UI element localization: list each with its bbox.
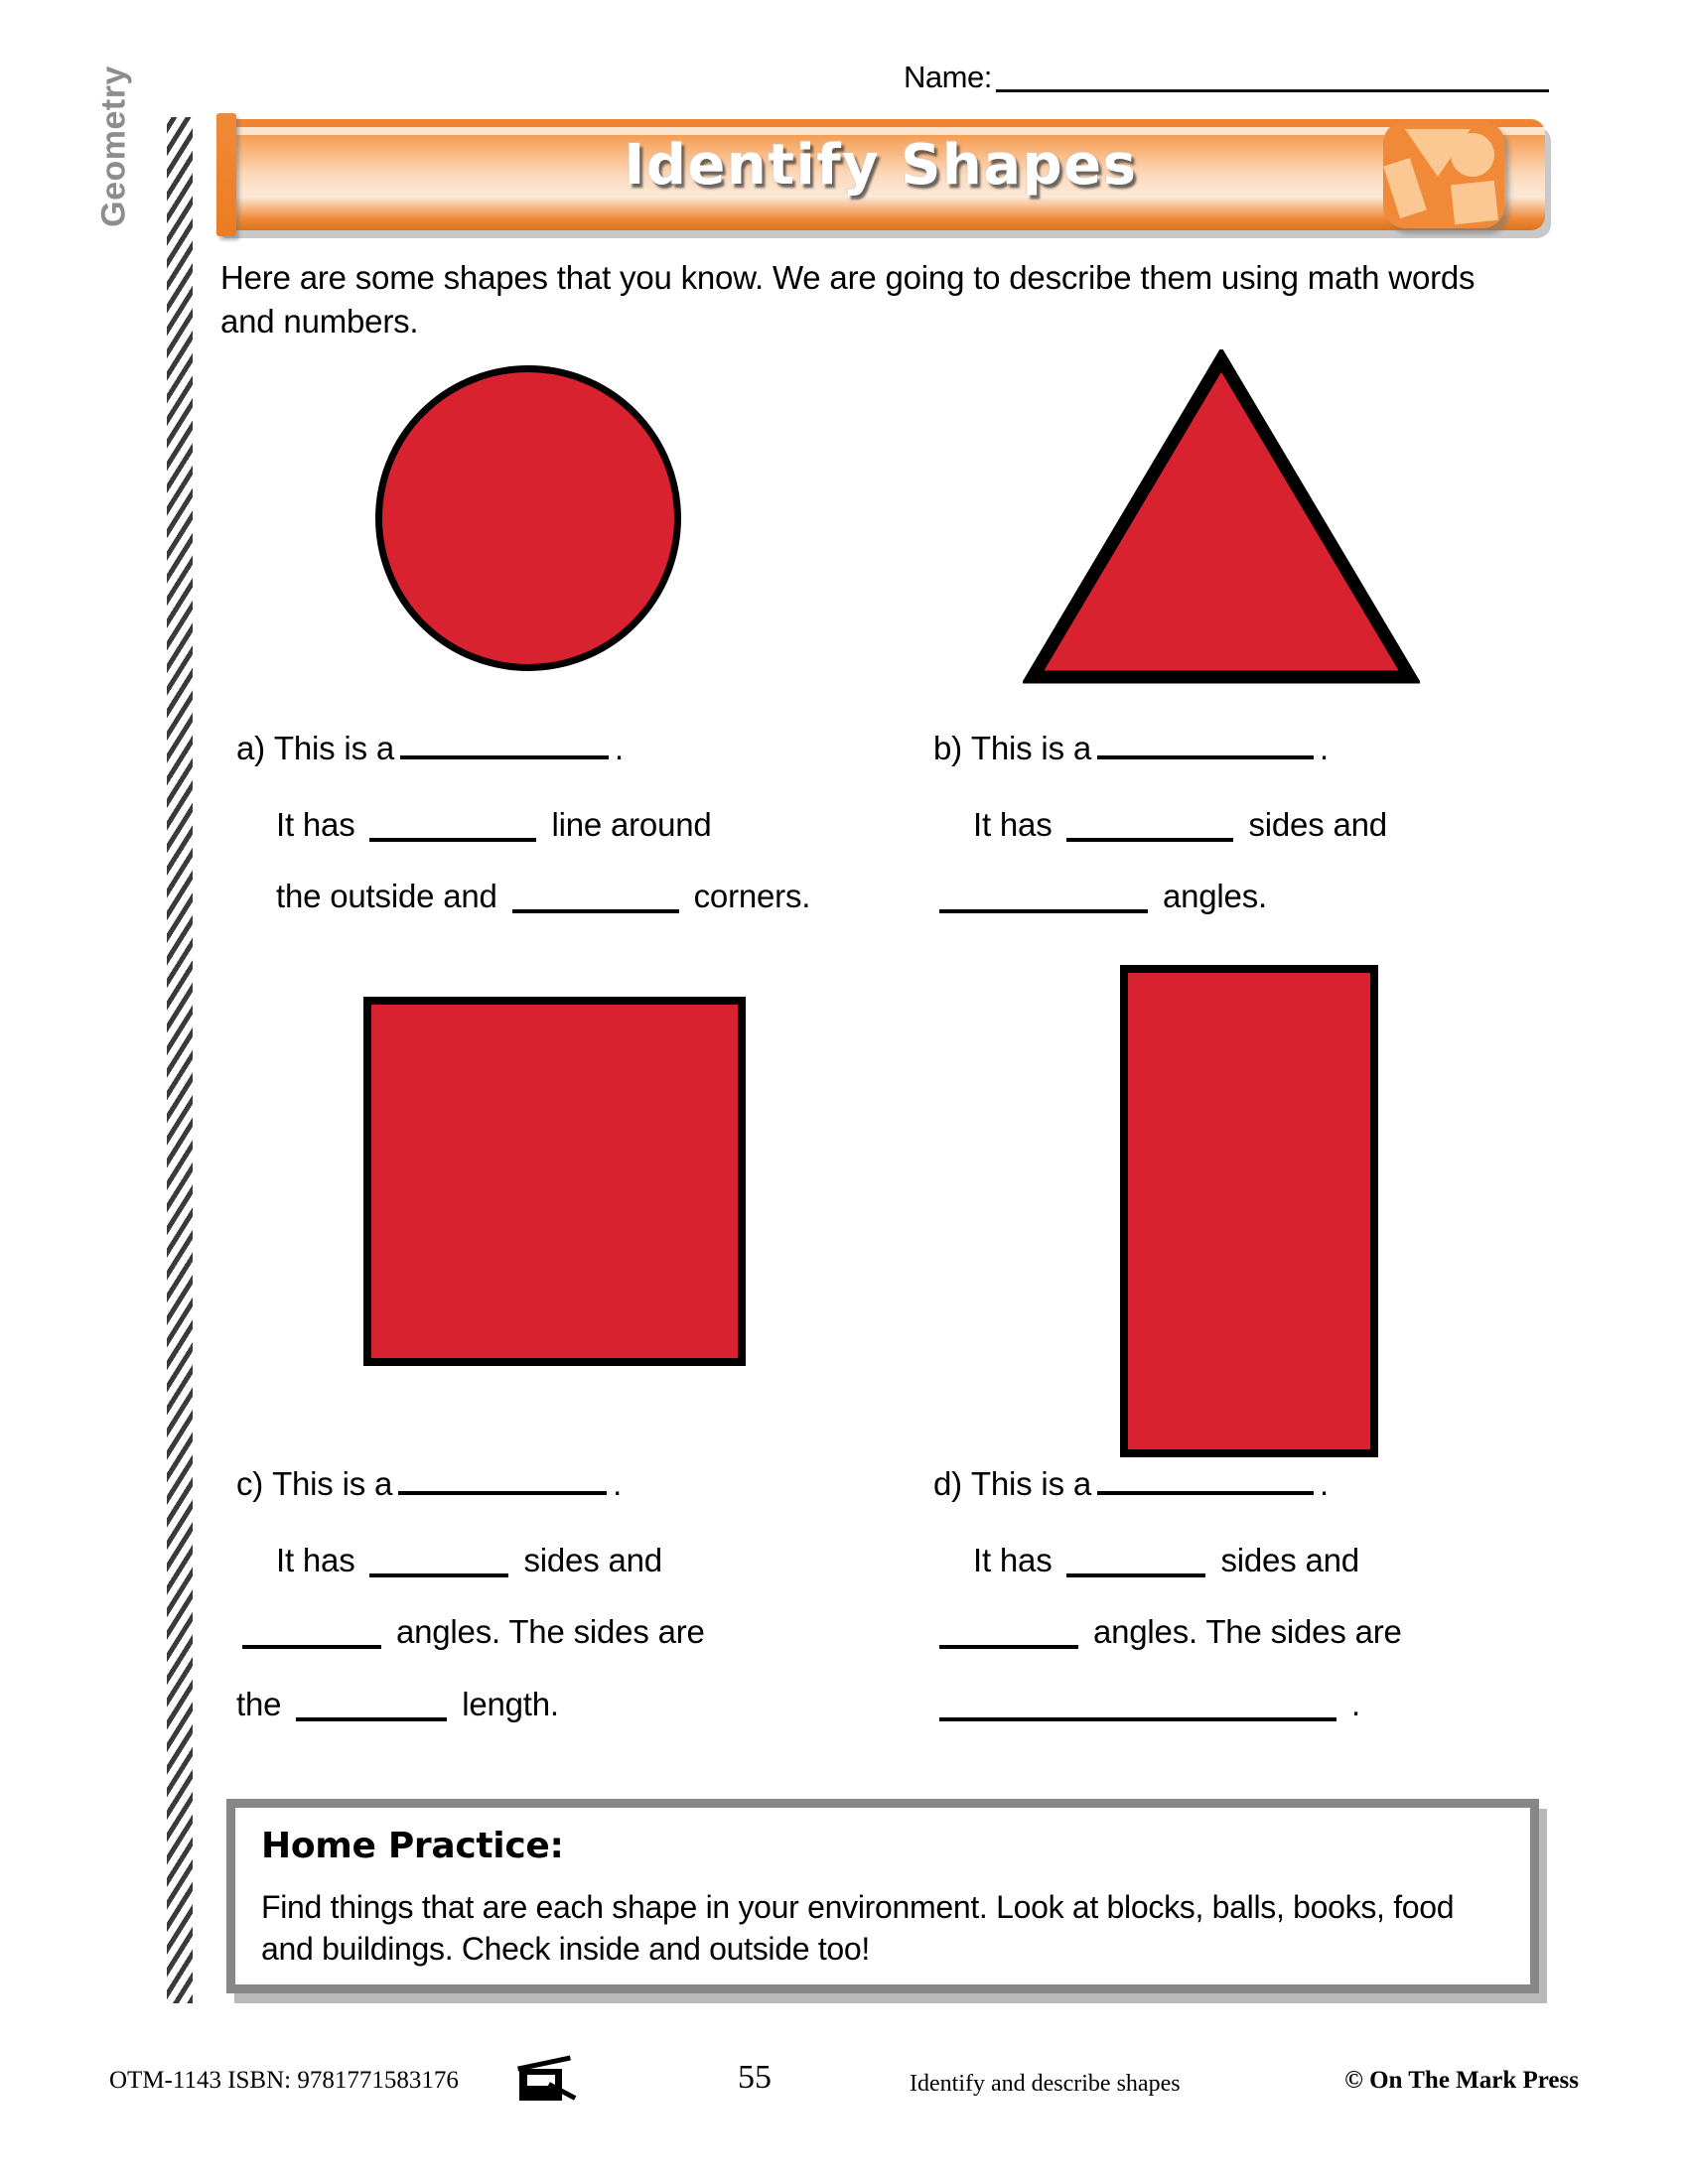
question-b-blank-sides[interactable] xyxy=(1066,812,1233,842)
question-a-blank-name[interactable] xyxy=(400,730,609,759)
red-circle-shape xyxy=(375,365,681,671)
question-a-line2-post: line around xyxy=(551,806,712,843)
name-field-row xyxy=(904,62,1549,92)
intro-paragraph: Here are some shapes that you know. We are going to describe them using math words and numbers. xyxy=(220,259,1476,341)
home-practice-text: Find things that are each shape in your environment. Look at blocks, balls, books, food and buildings. Check inside and outside too! xyxy=(261,1889,1455,1968)
footer xyxy=(109,2057,1579,2116)
icon-rect-right-shape xyxy=(1451,181,1498,224)
question-b-stem-pre: This is a xyxy=(970,730,1091,766)
icon-circle-shape xyxy=(1451,133,1494,177)
question-c-blank-sides[interactable] xyxy=(369,1548,508,1577)
question-d-line3 xyxy=(933,1614,1549,1650)
question-a-line2-pre: It has xyxy=(276,806,355,843)
question-a-stem-post: . xyxy=(615,730,624,766)
name-label: Name: xyxy=(904,60,992,94)
question-d-stem-pre: This is a xyxy=(970,1465,1091,1502)
question-d-line2-pre: It has xyxy=(973,1542,1053,1578)
question-b-line2-post: sides and xyxy=(1248,806,1387,843)
question-c-line2 xyxy=(236,1543,892,1578)
question-b-line3-post: angles. xyxy=(1162,878,1267,915)
question-b-line2 xyxy=(933,807,1549,843)
question-d-line2 xyxy=(933,1543,1549,1578)
question-d xyxy=(933,1465,1549,1758)
page-title: Identify Shapes xyxy=(624,133,1138,198)
name-input-blank[interactable] xyxy=(996,64,1549,92)
red-rectangle-shape xyxy=(1120,965,1378,1457)
red-triangle-shape xyxy=(1023,349,1420,687)
question-c-line2-pre: It has xyxy=(276,1542,355,1578)
banner-left-bar xyxy=(216,113,236,236)
question-c-blank-name[interactable] xyxy=(398,1465,607,1495)
question-b-marker: b) xyxy=(933,730,962,766)
question-a-stem xyxy=(236,730,892,767)
question-d-line2-post: sides and xyxy=(1220,1542,1359,1578)
question-c-stem-post: . xyxy=(613,1465,623,1502)
question-d-blank-description[interactable] xyxy=(939,1692,1336,1721)
question-c xyxy=(236,1465,892,1758)
triangle-svg xyxy=(1023,349,1420,687)
question-b-line2-pre: It has xyxy=(973,806,1053,843)
question-c-blank-length[interactable] xyxy=(296,1692,447,1721)
question-c-line3 xyxy=(236,1614,892,1650)
question-d-stem-post: . xyxy=(1320,1465,1329,1502)
question-d-line4 xyxy=(933,1687,1549,1722)
question-b-blank-name[interactable] xyxy=(1097,730,1314,759)
question-b-stem xyxy=(933,730,1549,767)
question-a-marker: a) xyxy=(236,730,265,766)
banner-body xyxy=(216,119,1545,230)
question-c-stem xyxy=(236,1465,892,1503)
subject-tab-geometry: Geometry xyxy=(94,66,133,227)
question-a xyxy=(236,730,892,951)
question-b-blank-angles[interactable] xyxy=(939,884,1148,913)
question-a-stem-pre: This is a xyxy=(273,730,394,766)
question-b-line3 xyxy=(933,879,1549,914)
question-a-line2 xyxy=(236,807,892,843)
question-a-line3 xyxy=(236,879,892,914)
question-c-stem-pre: This is a xyxy=(272,1465,393,1502)
question-c-line4-pre: the xyxy=(236,1685,282,1722)
footer-isbn: OTM-1143 ISBN: 9781771583176 xyxy=(109,2067,459,2094)
question-c-line2-post: sides and xyxy=(523,1542,662,1578)
footer-description: Identify and describe shapes xyxy=(910,2071,1181,2097)
question-c-line4-post: length. xyxy=(462,1685,559,1722)
red-square-shape xyxy=(363,997,746,1366)
side-hatch-strip xyxy=(167,117,193,2003)
question-d-stem xyxy=(933,1465,1549,1503)
question-c-blank-angles[interactable] xyxy=(242,1619,381,1649)
shapes-icon xyxy=(1383,121,1504,228)
question-d-blank-sides[interactable] xyxy=(1066,1548,1205,1577)
home-practice-title: Home Practice: xyxy=(261,1826,564,1866)
home-practice-box xyxy=(226,1799,1539,1993)
question-b-stem-post: . xyxy=(1320,730,1329,766)
question-d-blank-name[interactable] xyxy=(1097,1465,1314,1495)
question-a-line3-post: corners. xyxy=(693,878,811,915)
question-a-blank-corners[interactable] xyxy=(512,884,679,913)
question-c-line3-post: angles. The sides are xyxy=(395,1613,705,1651)
question-a-line3-pre: the outside and xyxy=(276,878,497,915)
question-c-line4 xyxy=(236,1687,892,1722)
page-number: 55 xyxy=(738,2059,772,2096)
footer-copyright: © On The Mark Press xyxy=(1344,2067,1579,2094)
question-d-blank-angles[interactable] xyxy=(939,1619,1078,1649)
question-c-marker: c) xyxy=(236,1465,264,1502)
header-banner xyxy=(216,119,1545,230)
question-a-blank-lines[interactable] xyxy=(369,812,536,842)
question-d-line3-post: angles. The sides are xyxy=(1092,1613,1402,1651)
question-d-marker: d) xyxy=(933,1465,962,1502)
question-b xyxy=(933,730,1549,951)
question-d-line4-post: . xyxy=(1350,1685,1360,1722)
